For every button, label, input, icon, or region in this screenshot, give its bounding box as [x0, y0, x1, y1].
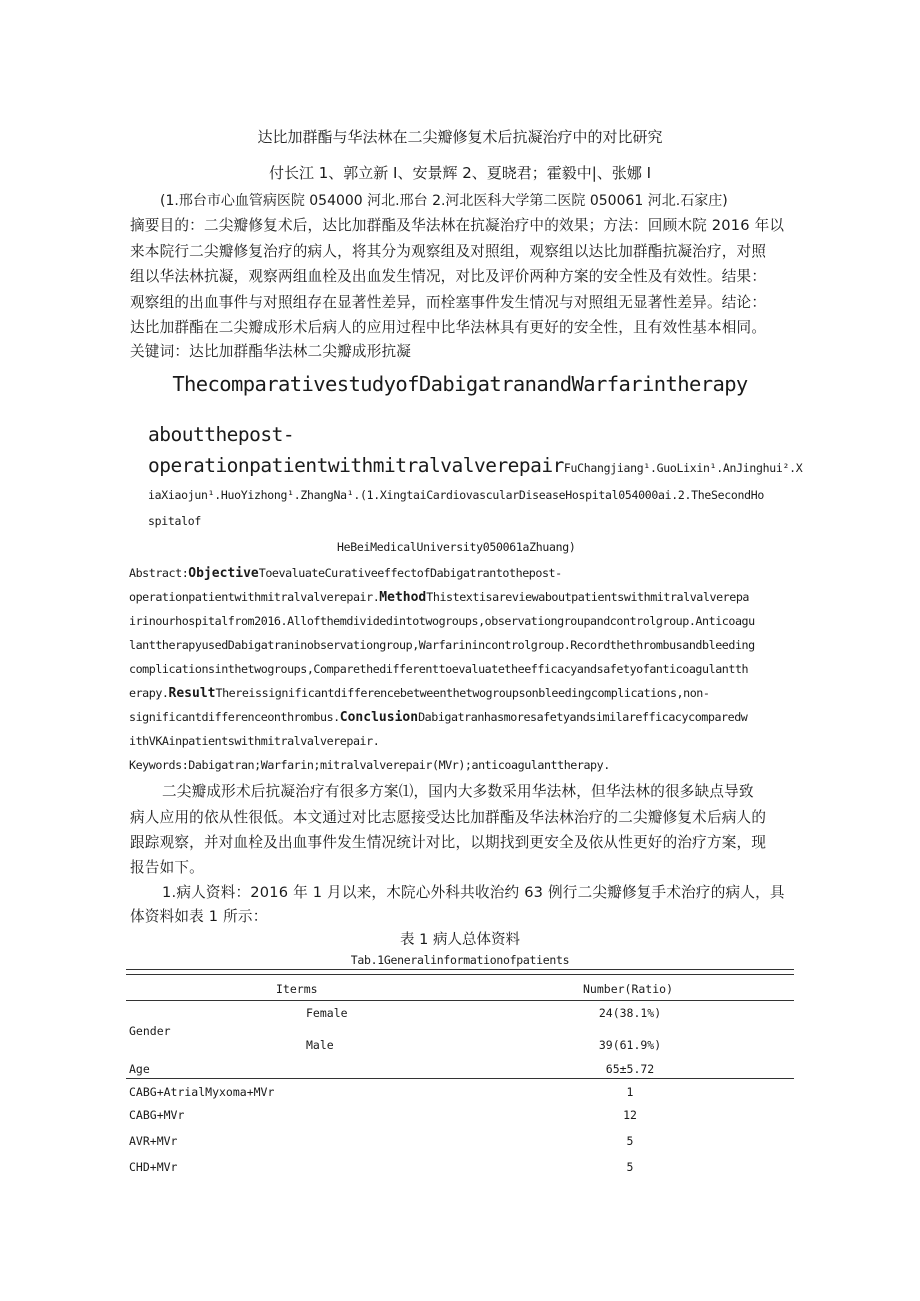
authors-en: FuChangjiang¹.GuoLixin¹.AnJinghui².X: [563, 461, 803, 475]
objective-heading: Objective: [188, 566, 259, 581]
abstract-label: Abstract:: [129, 566, 189, 580]
keywords-en: Keywords:Dabigatran;Warfarin;mitralvalverepair(MVr);anticoagulanttherapy.: [129, 758, 610, 772]
table-row-value: 12: [623, 1108, 637, 1122]
paper-title-en-cont: aboutthepost-: [148, 423, 295, 446]
table-top-rule-2: [126, 974, 794, 975]
method-heading: Method: [379, 590, 427, 605]
abstract-text: ToevaluateCurativeeffectofDabigatrantothepost-: [258, 566, 562, 580]
abstract-cn-line: 观察组的出血事件与对照组存在显著性差异，而栓塞事件发生情况与对照组无显著性差异。结论：: [130, 294, 767, 311]
table-row-label: CHD+MVr: [129, 1160, 178, 1174]
table-caption-en: Tab.1Generalinformationofpatients: [350, 953, 570, 967]
abstract-en-line: ithVKAinpatientswithmitralvalverepair.: [129, 734, 380, 748]
abstract-text: Dabigatranhasmoresafetyandsimilarefficacycomparedw: [418, 710, 748, 724]
table-row-label: AVR+MVr: [129, 1134, 178, 1148]
abstract-en-line: [129, 686, 710, 701]
table-row-label: CABG+MVr: [129, 1108, 185, 1122]
table-top-rule: [126, 969, 794, 970]
abstract-en-line: [129, 566, 562, 581]
abstract-text: significantdifferenceonthrombus.: [129, 710, 340, 724]
table-caption-cn: 表 1 病人总体资料: [400, 932, 520, 948]
male-value: 39(61.9%): [598, 1038, 662, 1052]
abstract-text: erapy.: [129, 686, 169, 700]
abstract-en-line: [129, 710, 747, 725]
intro-paragraph-line: 报告如下。: [130, 859, 204, 876]
result-heading: Result: [168, 686, 216, 701]
affiliation-en: HeBeiMedicalUniversity050061aZhuang): [337, 540, 576, 554]
female-value: 24(38.1%): [598, 1006, 662, 1020]
paper-title-en: ThecomparativestudyofDabigatranandWarfarintherapy: [172, 372, 748, 396]
table-row-value: 1: [626, 1085, 634, 1099]
column-header-number: Number(Ratio): [583, 982, 674, 996]
keywords-cn: 关键词：达比加群酯华法林二尖瓣成形抗凝: [130, 343, 412, 360]
abstract-cn-line: 达比加群酯在二尖瓣成形术后病人的应用过程中比华法林具有更好的安全性，且有效性基本相同。: [130, 319, 767, 336]
authors-en-line: spitalof: [148, 514, 201, 528]
table-row-value: 5: [626, 1134, 634, 1148]
table-header-rule: [126, 1000, 794, 1001]
abstract-cn-line: 组以华法林抗凝，观察两组血栓及出血发生情况，对比及评价两种方案的安全性及有效性。结果：: [130, 268, 767, 285]
section-1-line: 体资料如表 1 所示：: [130, 908, 268, 925]
age-label: Age: [129, 1062, 150, 1076]
female-label: Female: [306, 1006, 348, 1020]
abstract-en-line: [129, 590, 749, 605]
abstract-en-line: lanttherapyusedDabigatraninobservationgroup,Warfarinincontrolgroup.Recordthethrombusandbleeding: [129, 638, 755, 652]
age-value: 65±5.72: [605, 1062, 655, 1076]
abstract-en-line: irinourhospitalfrom2016.Allofthemdividedintotwogroups,observationgroupandcontrolgroup.Anticoagu: [129, 614, 755, 628]
table-row-label: CABG+AtrialMyxoma+MVr: [129, 1085, 275, 1099]
authors-en-line: iaXiaojun¹.HuoYizhong¹.ZhangNa¹.(1.XingtaiCardiovascularDiseaseHospital054000ai.2.TheSecondHo: [148, 488, 764, 502]
abstract-text: Thistextisareviewaboutpatientswithmitralvalverepa: [426, 590, 750, 604]
intro-paragraph-line: 二尖瓣成形术后抗凝治疗有很多方案⑴，国内大多数采用华法林，但华法林的很多缺点导致: [162, 783, 754, 800]
abstract-text: Thereissignificantdifferencebetweenthetwogroupsonbleedingcomplications,non-: [215, 686, 710, 700]
abstract-cn-line: 来本院行二尖瓣修复治疗的病人，将其分为观察组及对照组，观察组以达比加群酯抗凝治疗，对照: [130, 243, 767, 260]
male-label: Male: [306, 1038, 334, 1052]
authors-cn: 付长江 1、郭立新 I、安景辉 2、夏晓君；霍毅中|、张娜 I: [268, 164, 652, 182]
column-header-items: Iterms: [276, 982, 318, 996]
gender-label: Gender: [129, 1024, 171, 1038]
affiliation-cn: (1.邢台市心血管病医院 054000 河北.邢台 2.河北医科大学第二医院 050061 河北.石家庄): [160, 193, 728, 209]
paper-title-en-cont: [148, 454, 802, 477]
title-en-part: operationpatientwithmitralvalverepair: [148, 454, 564, 477]
abstract-text: operationpatientwithmitralvalverepair.: [129, 590, 380, 604]
abstract-en-line: complicationsinthetwogroups,Comparethedifferenttoevaluatetheefficacyandsafetyofanticoagulantth: [129, 662, 749, 676]
intro-paragraph-line: 病人应用的依从性很低。本文通过对比志愿接受达比加群酯及华法林治疗的二尖瓣修复术后病人的: [130, 809, 767, 826]
section-1-line: 1.病人资料：2016 年 1 月以来，木院心外科共收治约 63 例行二尖瓣修复手术治疗的病人，具: [162, 884, 785, 901]
paper-title-cn: 达比加群酯与华法林在二尖瓣修复术后抗凝治疗中的对比研究: [257, 128, 663, 146]
conclusion-heading: Conclusion: [339, 710, 419, 725]
intro-paragraph-line: 跟踪观察，并对血栓及出血事件发生情况统计对比，以期找到更安全及依从性更好的治疗方案，现: [130, 834, 767, 851]
table-row-value: 5: [626, 1160, 634, 1174]
table-section-rule: [126, 1078, 794, 1079]
abstract-cn-line: 摘要目的：二尖瓣修复术后，达比加群酯及华法林在抗凝治疗中的效果；方法：回顾木院 2016 年以: [130, 217, 785, 234]
